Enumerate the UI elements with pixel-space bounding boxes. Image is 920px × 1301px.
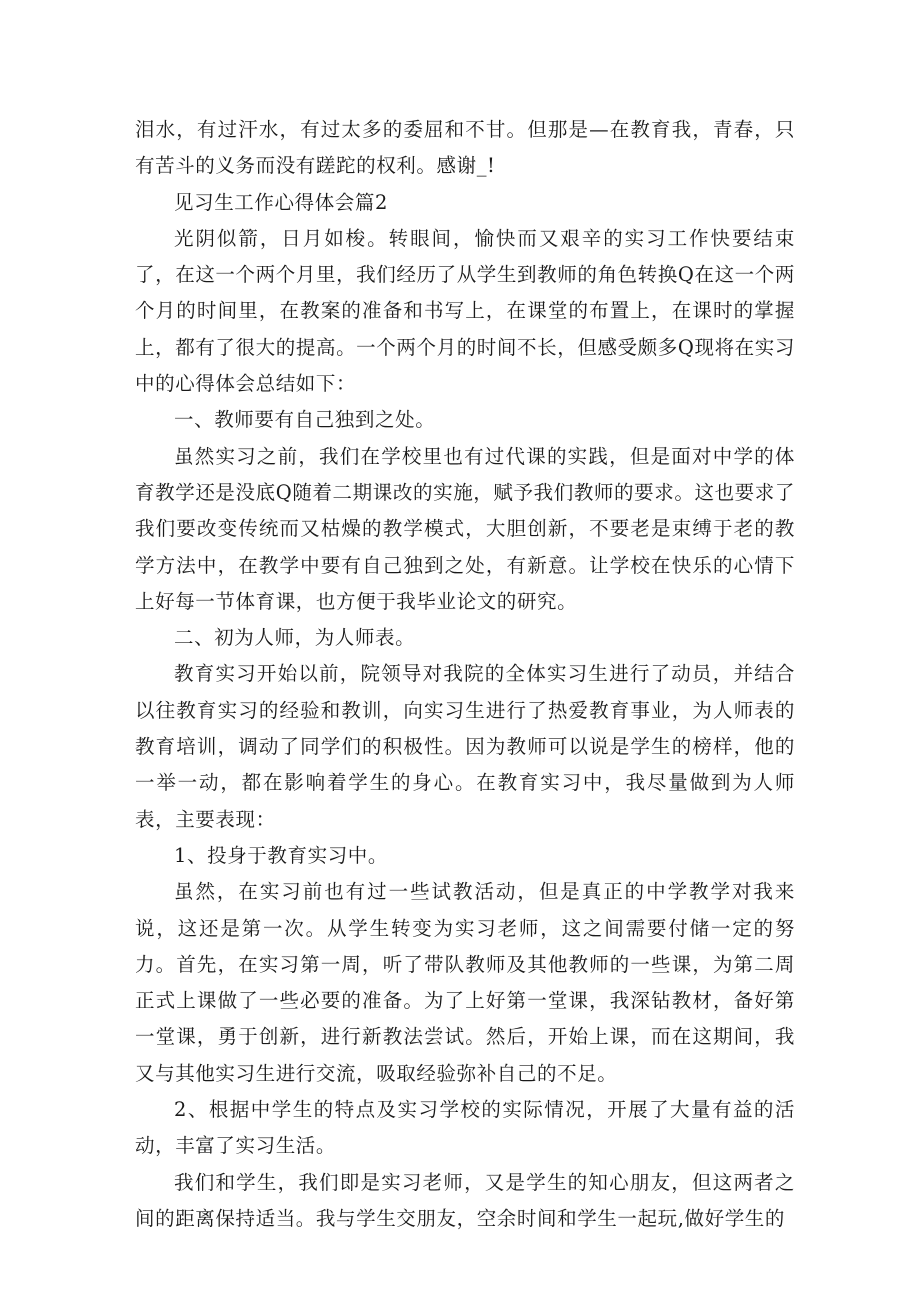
paragraph-point-2: 教育实习开始以前，院领导对我院的全体实习生进行了动员，并结合以往教育实习的经验和教训，向实习生进行了热爱教育事业，为人师表的教育培训，调动了同学们的积极性。因为教师可以说是学生的榜样，他的一举一动，都在影响着学生的身心。在教育实习中，我尽量做到为人师表，主要表现： [135,662,795,831]
subheading-1: 1、投身于教育实习中。 [174,843,389,867]
paragraph-subpoint-1: 虽然，在实习前也有过一些试教活动，但是真正的中学教学对我来说，这还是第一次。从学生转变为实习老师，这之间需要付储一定的努力。首先，在实习第一周，听了带队教师及其他教师的一些课，为第二周正式上课做了一些必要的准备。为了上好第一堂课，我深钻教材，备好第一堂课，勇于创新，进行新教法尝试。然后，开始上课，而在这期间，我又与其他实习生进行交流，吸取经验弥补自己的不足。 [135,880,795,1085]
heading-point-2: 二、初为人师，为人师表。 [174,626,416,650]
paragraph-subpoint-2: 我们和学生，我们即是实习老师，又是学生的知心朋友，但这两者之间的距离保持适当。我与学生交朋友，空余时间和学生一起玩,做好学生的 [135,1170,795,1230]
paragraph-point-1: 虽然实习之前，我们在学校里也有过代课的实践，但是面对中学的体育教学还是没底Q随着二期课改的实施，赋予我们教师的要求。这也要求了我们要改变传统而又枯燥的教学模式，大胆创新，不要老是束缚于老的教学方法中，在教学中要有自己独到之处，有新意。让学校在快乐的心情下上好每一节体育课，也方便于我毕业论文的研究。 [135,444,795,613]
document-body [135,112,795,1237]
heading-point-1: 一、教师要有自己独到之处。 [174,408,436,432]
section-title: 见习生工作心得体会篇2 [174,190,389,214]
paragraph-continuation: 泪水，有过汗水，有过太多的委屈和不甘。但那是—在教育我，青春，只有苦斗的义务而没有蹉跎的权利。感谢_! [135,118,795,178]
subheading-2: 2、根据中学生的特点及实习学校的实际情况，开展了大量有益的活动，丰富了实习生活。 [135,1098,795,1158]
paragraph-intro: 光阴似箭，日月如梭。转眼间，愉快而又艰辛的实习工作快要结束了，在这一个两个月里，我们经历了从学生到教师的角色转换Q在这一个两个月的时间里，在教案的准备和书写上，在课堂的布置上，在课时的掌握上，都有了很大的提高。一个两个月的时间不长，但感受颇多Q现将在实习中的心得体会总结如下： [135,226,795,396]
